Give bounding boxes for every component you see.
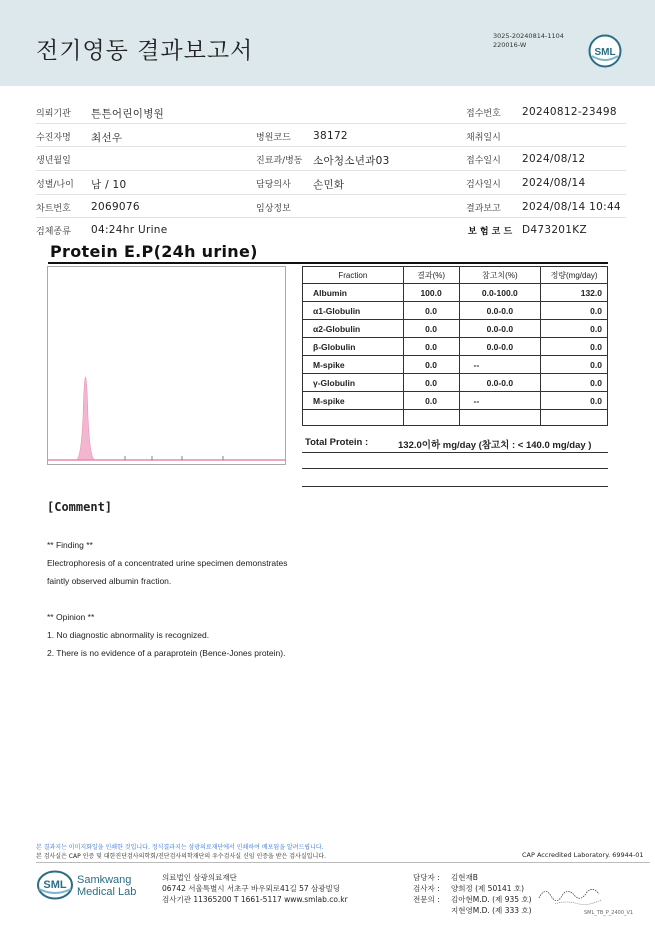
info-row: [36, 100, 626, 124]
form-code: SML_TB_P_2400_V1: [584, 910, 634, 916]
staff-label: 전문의 :: [413, 895, 440, 904]
footer-notice: 본 결과지는 이미지화일을 인쇄한 것입니다. 정식결과지는 삼광의료재단에서 인쇄하여 배포됨을 알려드립니다.: [36, 844, 324, 851]
column-header-quantity: 정량(mg/day): [541, 267, 608, 284]
report-title: 전기영동 결과보고서: [36, 38, 254, 64]
info-row: [36, 147, 626, 171]
fraction-result: 0.0: [403, 392, 459, 410]
footer-accreditation: 본 검사실은 CAP 인증 및 대한진단검사의학회/진단검사의학재단의 우수검사실 신임 인증을 받은 검사실입니다.: [36, 853, 326, 860]
document-id-line2: 220016-W: [493, 41, 527, 49]
doctor-label: 담당의사: [256, 180, 291, 191]
info-row: [36, 218, 626, 242]
specimen-value: 04:24hr Urine: [91, 224, 168, 237]
section-underline: [48, 262, 608, 264]
receipt-no-value: 20240812-23498: [522, 106, 617, 118]
staff-label: 담당자 :: [413, 873, 440, 882]
chart-no-label: 차트번호: [36, 203, 71, 214]
table-row-blank: [303, 410, 608, 426]
finding-line: faintly observed albumin fraction.: [47, 576, 172, 586]
staff-name: 김아현M.D. (제 935 호): [451, 895, 532, 904]
staff-name: 김현재B: [451, 873, 478, 882]
patient-info: [36, 100, 626, 242]
sex-age-label: 성별/나이: [36, 180, 74, 191]
hospital-code-label: 병원코드: [256, 132, 291, 143]
institution-label: 의뢰기관: [36, 109, 71, 119]
fraction-quantity: 0.0: [541, 392, 608, 410]
electropherogram: [47, 266, 286, 465]
report-date-label: 결과보고: [466, 203, 501, 214]
fraction-name: β-Globulin: [303, 338, 404, 356]
clinical-label: 임상정보: [256, 203, 291, 214]
opinion-line: 1. No diagnostic abnormality is recognized.: [47, 630, 210, 640]
footer-address: 06742 서울특별시 서초구 바우뫼로41길 57 삼광빌딩: [162, 884, 341, 893]
opinion-line: 2. There is no evidence of a paraprotein (Bence-Jones protein).: [47, 648, 286, 658]
specimen-label: 검체종류: [36, 227, 71, 238]
sml-logo-text: SML: [594, 47, 616, 58]
insurance-code-label: 보 험 코 드: [468, 227, 513, 238]
column-header-fraction: Fraction: [303, 267, 404, 284]
patient-value: 최선우: [91, 131, 123, 144]
brand-line2: Medical Lab: [77, 886, 137, 898]
cap-accreditation: CAP Accredited Laboratory. 69944-01: [522, 851, 644, 859]
fraction-name: M-spike: [303, 356, 404, 374]
sml-logo-icon: [588, 34, 622, 68]
fraction-result: 0.0: [403, 320, 459, 338]
total-protein-label: Total Protein :: [305, 437, 369, 448]
receipt-date-label: 접수일시: [466, 156, 501, 167]
section-title: Protein E.P(24h urine): [50, 242, 258, 261]
total-protein: [305, 437, 592, 451]
brand-line1: Samkwang: [77, 874, 132, 886]
finding-line: Electrophoresis of a concentrated urine specimen demonstrates: [47, 558, 288, 568]
dept-label: 진료과/병동: [256, 156, 303, 167]
fraction-result: 0.0: [403, 374, 459, 392]
receipt-no-label: 접수번호: [466, 109, 501, 119]
info-row: [36, 171, 626, 195]
fraction-quantity: 0.0: [541, 374, 608, 392]
staff-name: 지현영M.D. (제 333 호): [451, 906, 532, 915]
doctor-value: 손민화: [313, 179, 345, 192]
exam-date-label: 검사일시: [466, 180, 501, 191]
column-header-reference: 참고치(%): [459, 267, 541, 284]
fraction-quantity: 0.0: [541, 302, 608, 320]
receipt-date-value: 2024/08/12: [522, 153, 586, 166]
footer-org: 의료법인 삼광의료재단: [162, 873, 237, 882]
table-row: [303, 302, 608, 320]
fraction-result: 0.0: [403, 356, 459, 374]
table-row: [303, 338, 608, 356]
fraction-reference: 0.0-0.0: [459, 320, 541, 338]
signature-icon: [535, 880, 615, 910]
comment-title: [Comment]: [47, 500, 113, 514]
divider-line: [302, 452, 608, 453]
table-row: [303, 374, 608, 392]
fraction-reference: 0.0-0.0: [459, 302, 541, 320]
fraction-name: M-spike: [303, 392, 404, 410]
staff-label: 검사자 :: [413, 884, 440, 893]
fraction-result: 0.0: [403, 338, 459, 356]
report-date-value: 2024/08/14 10:44: [522, 200, 621, 213]
divider-line: [302, 486, 608, 487]
column-header-result: 결과(%): [403, 267, 459, 284]
insurance-code-value: D473201KZ: [522, 224, 587, 237]
table-row: [303, 320, 608, 338]
staff-name: 양희정 (제 50141 호): [451, 884, 525, 893]
fraction-reference: 0.0-0.0: [459, 338, 541, 356]
dept-value: 소아청소년과03: [313, 155, 390, 168]
samkwang-logo-icon: [36, 870, 74, 900]
table-row: [303, 392, 608, 410]
albumin-peak: [76, 377, 95, 460]
footer-rule: [36, 862, 650, 863]
exam-date-value: 2024/08/14: [522, 177, 586, 190]
table-header-row: [303, 267, 608, 284]
samkwang-logo-text: SML: [43, 879, 67, 891]
patient-label: 수진자명: [36, 132, 71, 143]
electropherogram-svg: [48, 267, 285, 464]
fraction-quantity: 0.0: [541, 320, 608, 338]
total-protein-value: 132.0이하 mg/day (참고치 : < 140.0 mg/day ): [398, 440, 592, 451]
fraction-result: 0.0: [403, 302, 459, 320]
fraction-table: [302, 266, 608, 426]
fraction-reference: 0.0-100.0: [459, 284, 541, 302]
opinion-header: ** Opinion **: [47, 612, 95, 622]
chart-no-value: 2069076: [91, 200, 140, 213]
collect-date-label: 채취일시: [466, 132, 501, 143]
fraction-reference: 0.0-0.0: [459, 374, 541, 392]
divider-line: [302, 468, 608, 469]
institution-value: 튼튼어린이병원: [91, 108, 165, 120]
brand-name: [77, 874, 136, 898]
table-row: [303, 356, 608, 374]
fraction-quantity: 0.0: [541, 338, 608, 356]
birth-label: 생년월일: [36, 156, 71, 167]
sex-age-value: 남 / 10: [91, 179, 127, 192]
fraction-name: γ-Globulin: [303, 374, 404, 392]
info-row: [36, 195, 626, 219]
fraction-result: 100.0: [403, 284, 459, 302]
fraction-quantity: 0.0: [541, 356, 608, 374]
fraction-reference: --: [459, 392, 541, 410]
info-row: [36, 124, 626, 148]
fraction-quantity: 132.0: [541, 284, 608, 302]
fraction-name: α1-Globulin: [303, 302, 404, 320]
document-id-line1: 3025-20240814-1104: [493, 32, 564, 40]
hospital-code-value: 38172: [313, 129, 348, 142]
fraction-reference: --: [459, 356, 541, 374]
document-id: [493, 32, 564, 50]
table-row: [303, 284, 608, 302]
fraction-name: Albumin: [303, 284, 404, 302]
finding-header: ** Finding **: [47, 540, 93, 550]
footer-contact: 검사기관 11365200 T 1661-5117 www.smlab.co.kr: [162, 895, 348, 904]
fraction-name: α2-Globulin: [303, 320, 404, 338]
